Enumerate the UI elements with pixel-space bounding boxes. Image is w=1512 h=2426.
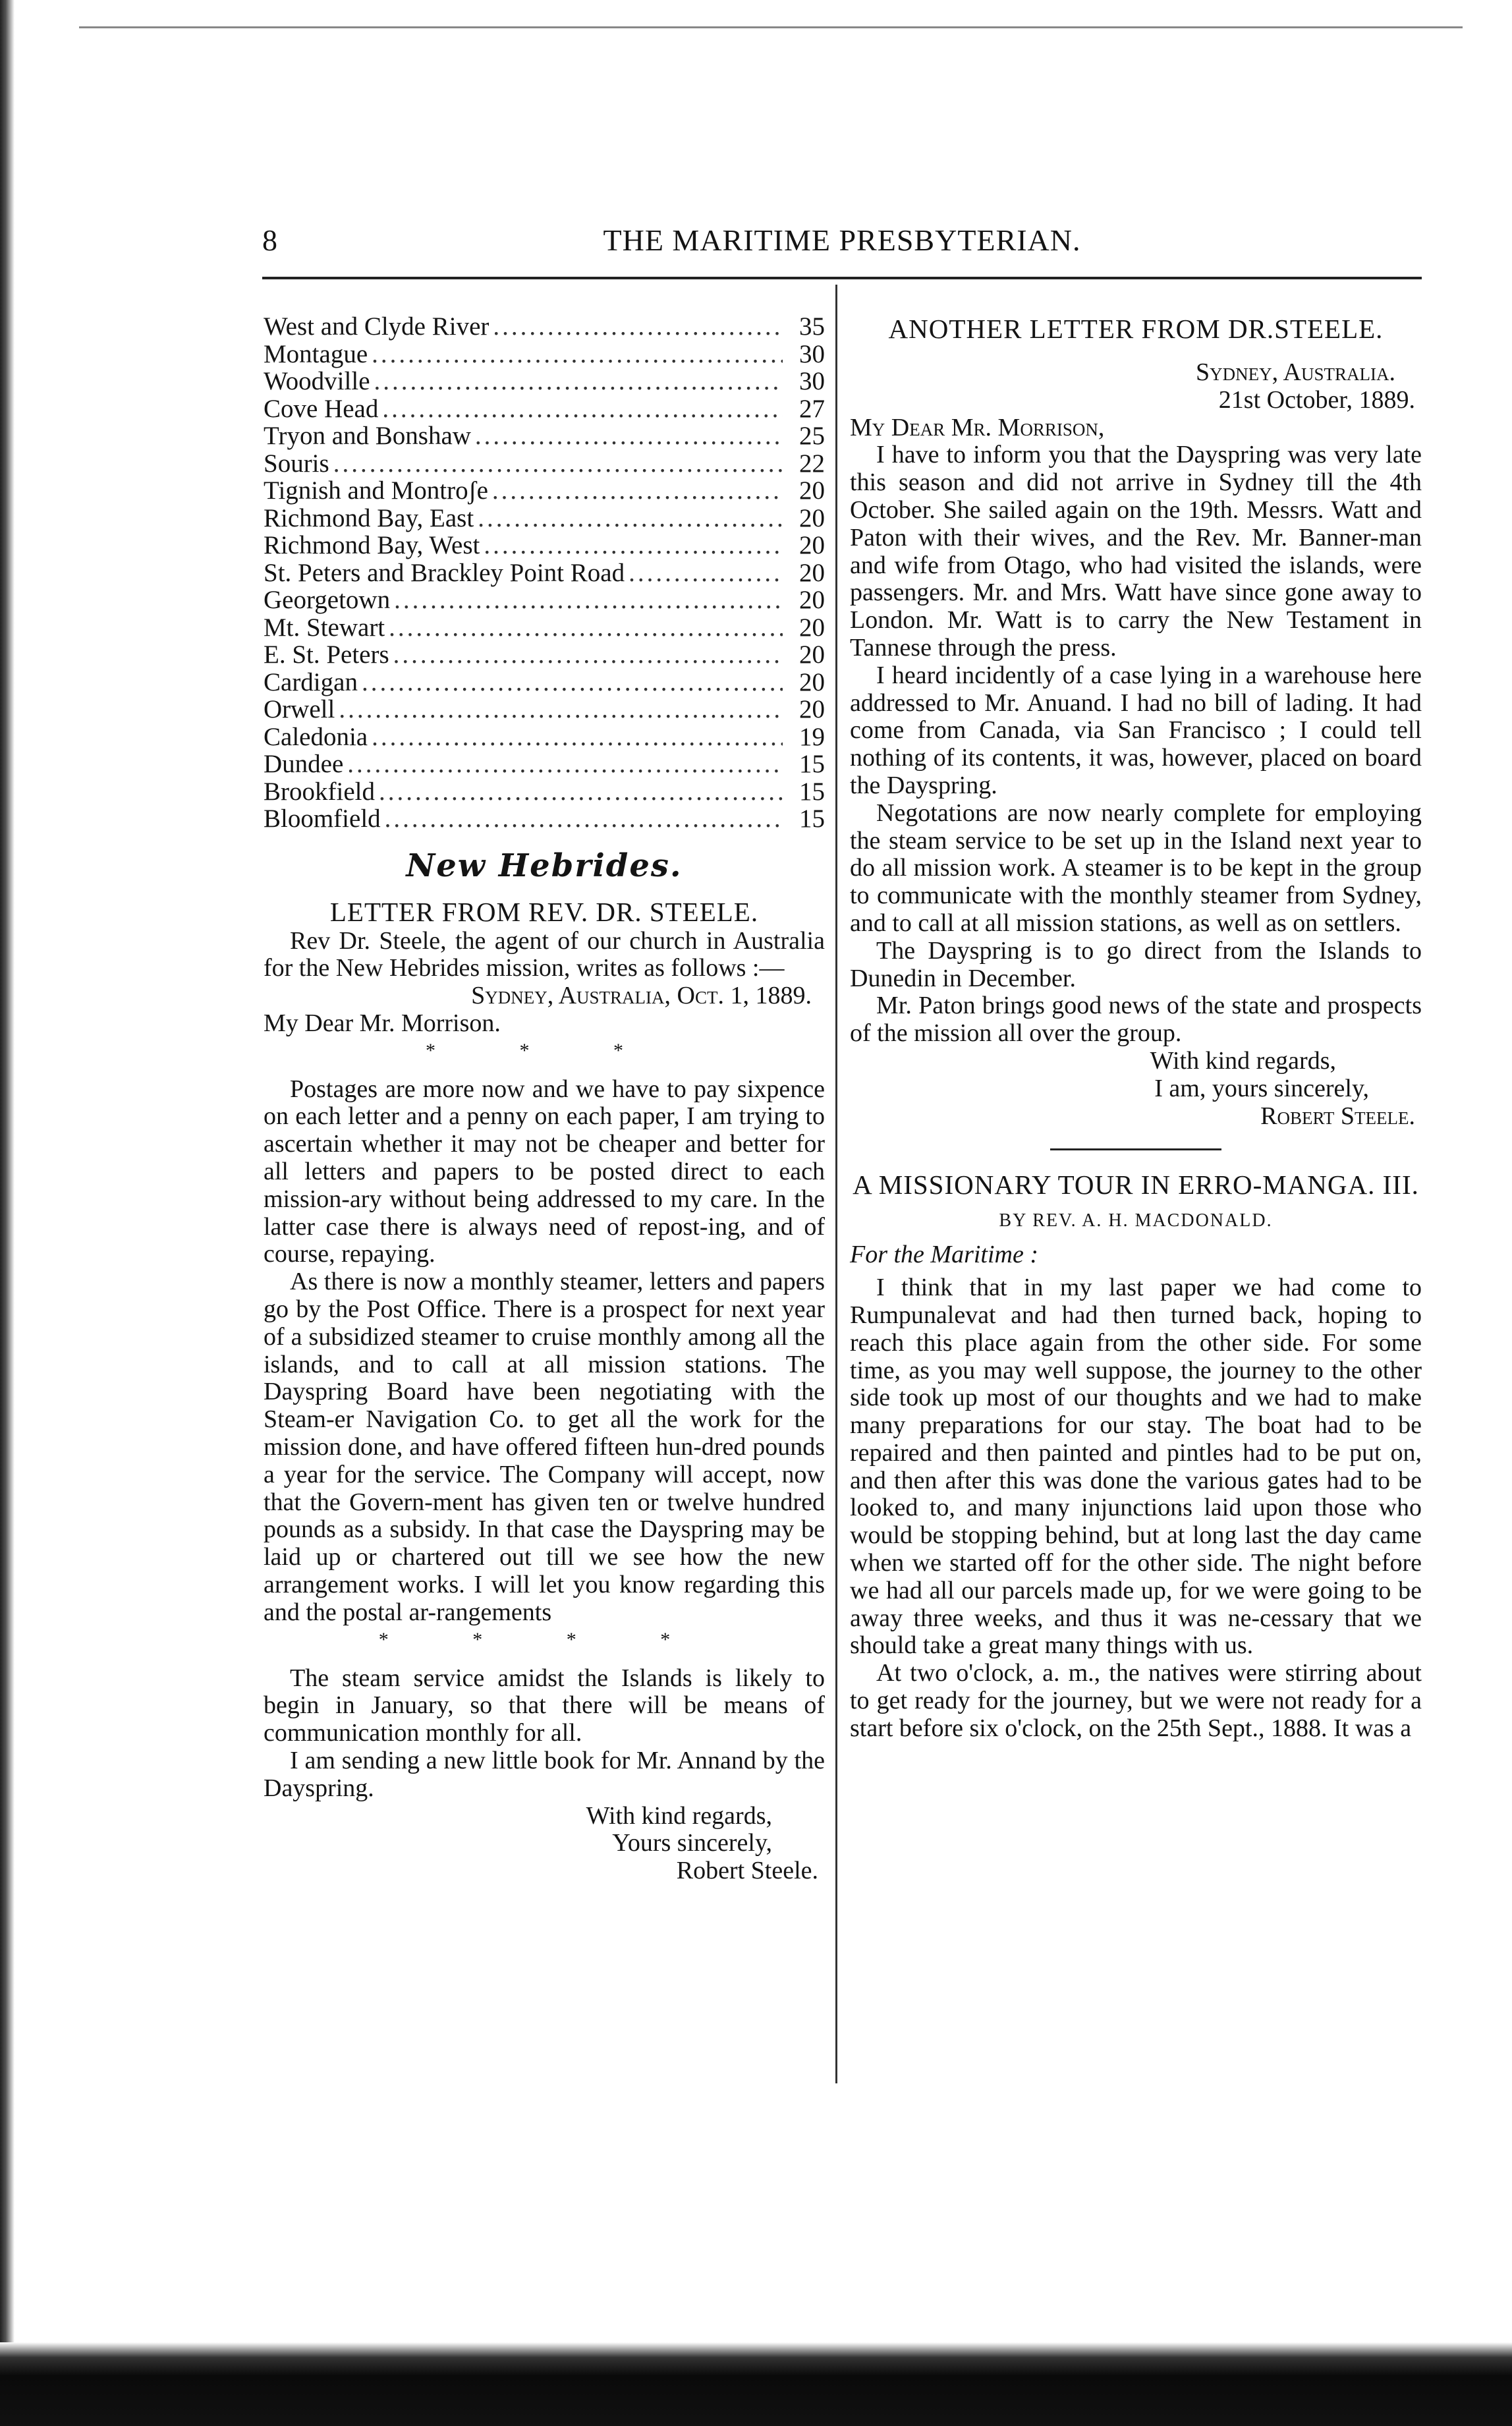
leader-dots: [379, 778, 783, 806]
contribution-name: St. Peters and Brackley Point Road: [264, 558, 625, 587]
scan-left-edge: [0, 0, 14, 2426]
contribution-row: [264, 586, 825, 614]
letter1-para1: Postages are more now and we have to pay sixpence on each letter and a penny on each paper, I am trying to ascertain whether it may not be cheaper and better for all letters and papers to be posted direct to each mission-ary without being addressed to my care. In the latter case there is always need of repost-ing, and of course, repaying.: [264, 1075, 825, 1268]
contribution-name: West and Clyde River: [264, 312, 490, 341]
leader-dots: [478, 505, 783, 532]
leader-dots: [493, 313, 783, 341]
page-header: [262, 223, 1422, 262]
contribution-row: [264, 778, 825, 806]
contribution-name: Georgetown: [264, 586, 391, 614]
leader-dots: [382, 395, 783, 423]
contribution-value: 15: [799, 804, 825, 833]
section-title: New Hebrides.: [406, 847, 683, 884]
letter1-signature: Robert Steele.: [676, 1857, 818, 1885]
scan-bottom-edge: [0, 2342, 1512, 2426]
letter2-para1: I have to inform you that the Dayspring was very late this season and did not arrive in Sydney till the 4th October. She sailed again on the 19th. Messrs. Watt and Paton with their wives, and the Rev. Mr. Banner-man and wife from Otago, who had visited the islands, were passengers. Mr. and Mrs. Watt have since gone away to London. Mr. Watt is to carry the New Testament in Tannese through the press.: [850, 441, 1422, 662]
leader-dots: [347, 750, 783, 778]
letter2-signature: Robert Steele.: [1260, 1102, 1415, 1130]
contribution-value: 20: [799, 558, 825, 587]
leader-dots: [374, 368, 783, 395]
contribution-row: [264, 750, 825, 778]
scan-top-line: [79, 26, 1463, 28]
contribution-row: [264, 341, 825, 368]
contribution-name: Tryon and Bonshaw: [264, 422, 471, 450]
letter1-para2: As there is now a monthly steamer, letters and papers go by the Post Office. There is a prospect for next year of a subsidized steamer to cruise monthly among all the islands, and to call at all mission stations. The Dayspring Board have been negotiating with the Steam-er Navigation Co. to get all the work for the mission done, and have offered fifteen hun-dred pounds a year for the service. The Company will accept, now that the Govern-ment has given ten or twelve hundred pounds as a subsidy. In that case the Dayspring may be laid up or chartered out till we see how the new arrangement works. I will let you know regarding this and the postal ar-rangements: [264, 1268, 825, 1626]
leader-dots: [484, 532, 783, 559]
contribution-value: 20: [799, 503, 825, 532]
contribution-name: Woodville: [264, 367, 370, 395]
contribution-row: [264, 477, 825, 505]
letter2-para4: The Dayspring is to go direct from the Islands to Dunedin in December.: [850, 936, 1422, 992]
contribution-value: 20: [799, 613, 825, 642]
article-byline: BY REV. A. H. MACDONALD.: [999, 1210, 1273, 1231]
contribution-row: [264, 669, 825, 696]
leader-dots: [339, 696, 783, 723]
letter1-stars: * * *: [426, 1039, 663, 1061]
contribution-name: E. St. Peters: [264, 640, 389, 669]
contribution-name: Dundee: [264, 750, 344, 778]
contribution-row: [264, 505, 825, 532]
contribution-name: Cove Head: [264, 394, 379, 423]
leader-dots: [333, 450, 783, 478]
letter2-closing: With kind regards,: [1150, 1046, 1336, 1075]
leader-dots: [394, 586, 783, 614]
contribution-value: 35: [799, 312, 825, 341]
leader-dots: [475, 422, 783, 450]
letter2-closing2: I am, yours sincerely,: [1154, 1074, 1369, 1102]
letter2-salutation: My Dear Mr. Morrison,: [850, 413, 1105, 441]
contribution-value: 25: [799, 422, 825, 450]
contribution-name: Bloomfield: [264, 804, 381, 833]
letter1-closing2: Yours sincerely,: [612, 1829, 772, 1857]
leader-dots: [372, 723, 783, 751]
contribution-row: [264, 450, 825, 478]
contribution-value: 15: [799, 750, 825, 778]
article-para2: At two o'clock, a. m., the natives were stirring about to get ready for the journey, but we were not ready for a start before six o'clock, on the 25th Sept., 1888. It was a: [850, 1659, 1422, 1742]
contribution-name: Mt. Stewart: [264, 613, 385, 642]
contribution-value: 19: [799, 722, 825, 751]
contribution-row: [264, 805, 825, 833]
article-dedication: For the Maritime :: [850, 1241, 1039, 1269]
contribution-value: 20: [799, 640, 825, 669]
leader-dots: [629, 559, 783, 587]
contribution-value: 20: [799, 695, 825, 723]
contribution-name: Richmond Bay, East: [264, 503, 474, 532]
leader-dots: [372, 341, 783, 368]
contribution-value: 27: [799, 394, 825, 423]
header-rule: [262, 277, 1422, 279]
contribution-name: Richmond Bay, West: [264, 531, 480, 559]
contribution-row: [264, 641, 825, 669]
leader-dots: [393, 641, 783, 669]
leader-dots: [385, 805, 783, 833]
letter2-headline: ANOTHER LETTER FROM DR.STEELE.: [888, 314, 1384, 344]
letter1-para4: I am sending a new little book for Mr. Annand by the Dayspring.: [264, 1747, 825, 1802]
contribution-name: Cardigan: [264, 667, 358, 696]
left-column: [264, 313, 825, 1885]
contribution-row: [264, 723, 825, 751]
letter1-stars2: * * * *: [378, 1628, 710, 1650]
article-divider: [1050, 1148, 1221, 1150]
contribution-value: 20: [799, 667, 825, 696]
column-divider: [835, 285, 837, 2083]
contribution-row: [264, 614, 825, 642]
article-headline: A MISSIONARY TOUR IN ERRO-MANGA. III.: [853, 1170, 1419, 1200]
contribution-name: Montague: [264, 339, 368, 368]
letter1-intro: Rev Dr. Steele, the agent of our church in Australia for the New Hebrides mission, writes as follows :—: [264, 926, 825, 982]
running-title: THE MARITIME PRESBYTERIAN.: [603, 223, 1081, 257]
page-number: 8: [262, 223, 277, 257]
contribution-name: Souris: [264, 449, 329, 478]
contribution-row: [264, 395, 825, 423]
contributions-list: [264, 313, 825, 833]
contribution-value: 20: [799, 476, 825, 505]
contribution-value: 30: [799, 339, 825, 368]
leader-dots: [492, 477, 783, 505]
contribution-value: 15: [799, 777, 825, 806]
letter2-para2: I heard incidently of a case lying in a warehouse here addressed to Mr. Anuand. I had no bill of lading. It had come from Canada, via San Francisco ; I could tell nothing of its contents, it was, however, placed on board the Dayspring.: [850, 661, 1422, 799]
leader-dots: [389, 614, 783, 642]
contribution-value: 20: [799, 586, 825, 614]
contribution-name: Tignish and Montroʃe: [264, 476, 488, 505]
letter2-date: 21st October, 1889.: [1218, 385, 1415, 414]
letter2-para3: Negotations are now nearly complete for employing the steam service to be set up in the Island next year to do all mission work. A steamer is to be kept in the group to communicate with the monthly steamer from Sydney, and to call at all mission stations, as well as on settlers.: [850, 799, 1422, 937]
leader-dots: [362, 669, 783, 696]
letter2-place: Sydney, Australia.: [1196, 358, 1395, 386]
contribution-name: Orwell: [264, 695, 335, 723]
contribution-row: [264, 559, 825, 587]
contribution-row: [264, 532, 825, 559]
letter1-closing: With kind regards,: [586, 1801, 772, 1830]
contribution-name: Brookfield: [264, 777, 375, 806]
right-column: [850, 313, 1422, 1743]
contribution-value: 30: [799, 367, 825, 395]
letter1-dateline: Sydney, Australia, Oct. 1, 1889.: [471, 982, 812, 1010]
letter1-headline: LETTER FROM REV. DR. STEELE.: [329, 896, 759, 927]
contribution-row: [264, 313, 825, 341]
contribution-row: [264, 368, 825, 395]
letter1-salutation: My Dear Mr. Morrison.: [264, 1009, 501, 1037]
contribution-value: 20: [799, 531, 825, 559]
contribution-row: [264, 422, 825, 450]
letter1-para3: The steam service amidst the Islands is likely to begin in January, so that there will be means of communication monthly for all.: [264, 1664, 825, 1747]
contribution-name: Caledonia: [264, 722, 368, 751]
contribution-row: [264, 696, 825, 723]
letter2-para5: Mr. Paton brings good news of the state and prospects of the mission all over the group.: [850, 992, 1422, 1048]
article-para1: I think that in my last paper we had come to Rumpunalevat and had then turned back, hoping to reach this place again from the other side. For some time, as you may well suppose, the journey to the other side took up most of our thoughts and we had to make many preparations for our stay. The boat had to be repaired and then painted and pintles had to be put on, and then after this was done the various gates had to be looked to, and many injunctions laid upon those who would be stopping behind, but at long last the day came when we started off for the other side. The night before we had all our parcels made up, for we were going to be away three weeks, and thus it was ne-cessary that we should take a great many things with us.: [850, 1274, 1422, 1660]
contribution-value: 22: [799, 449, 825, 478]
